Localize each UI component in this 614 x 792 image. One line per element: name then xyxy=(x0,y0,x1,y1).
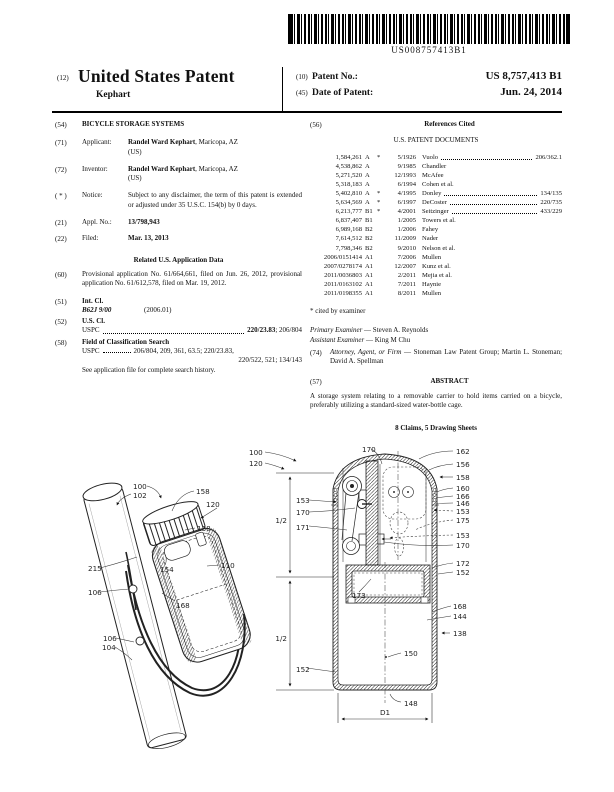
ref-numeral: 162 xyxy=(456,447,470,456)
ref-numeral: 168 xyxy=(176,601,190,610)
title-field: (54) BICYCLE STORAGE SYSTEMS xyxy=(55,120,302,130)
ref-numeral: 156 xyxy=(456,460,470,469)
uspc-word: USPC xyxy=(82,326,100,335)
table-row: 1,584,261 A * 5/1926 Vuolo 206/362.1 xyxy=(335,153,562,161)
search-label: Field of Classification Search xyxy=(82,337,170,346)
ref-numeral: 153 xyxy=(296,496,310,505)
clip-fastener xyxy=(136,637,144,645)
ref-numeral: 168 xyxy=(453,602,467,611)
intcl-field: (51) Int. Cl. B62J 9/00 (2006.01) xyxy=(55,297,302,316)
field-12: (12) xyxy=(57,74,69,82)
search-classes-2: 220/522, 521; 134/143 xyxy=(238,356,302,365)
inventor-field: (72) Inventor: Randel Ward Kephart, Maricopa, AZ (US) xyxy=(55,165,302,184)
ref-numeral: 152 xyxy=(456,568,470,577)
ref-numeral: 106 xyxy=(103,634,117,643)
table-row: 2007/0278174 A1 12/2007 Kunz et al. xyxy=(323,262,451,270)
ref-numeral: 160 xyxy=(456,484,470,493)
table-row: 6,989,168 B2 1/2006 Fahey xyxy=(335,226,439,234)
notice-text: Subject to any disclaimer, the term of this patent is extended or adjusted under 35 U.S.C. 154(b) by 0 days. xyxy=(128,191,302,209)
attorney-line: (74) Attorney, Agent, or Firm — Stoneman Law Patent Group; Martin L. Stoneman; David A. Spellman xyxy=(310,347,563,366)
ref-numeral: 166 xyxy=(456,492,470,501)
ref-numeral: 100 xyxy=(249,448,263,457)
search-classes-1: 206/804, 209, 361, 63.5; 220/23.83, xyxy=(133,347,234,356)
ref-numeral: 215 xyxy=(88,564,102,573)
ref-numeral: 153 xyxy=(456,531,470,540)
appl-no-field: (21) Appl. No.: 13/798,943 xyxy=(55,218,302,228)
table-row: 5,402,810 A * 4/1995 Donley 134/135 xyxy=(335,189,562,197)
ref-numeral: 138 xyxy=(197,524,211,533)
barcode-number: US008757413B1 xyxy=(391,45,467,55)
ref-numeral: 120 xyxy=(249,459,263,468)
filed-value: Mar. 13, 2013 xyxy=(128,234,169,243)
ref-numeral: 120 xyxy=(206,500,220,509)
uscl-field: (52) U.S. Cl. USPC 220/23.83; 206/804 xyxy=(55,317,302,335)
abstract-heading-row: (57) ABSTRACT xyxy=(310,377,562,387)
intcl-version: (2006.01) xyxy=(144,305,172,314)
table-row: 2011/0036803 A1 2/2011 Mejia et al. xyxy=(324,271,452,279)
ref-numeral: 106 xyxy=(88,588,102,597)
field-10: (10) xyxy=(296,73,308,81)
figure-cross-section xyxy=(249,445,470,723)
inventor-surname: Kephart xyxy=(96,90,131,100)
table-row: 6,213,777 B1 * 4/2001 Seitzinger 433/229 xyxy=(335,208,562,216)
primary-examiner-line: Primary Examiner — Steven A. Reynolds xyxy=(310,326,429,335)
ref-numeral: 170 xyxy=(362,445,376,454)
notice-field: ( * ) Notice: Subject to any disclaimer, the term of this patent is extended or adjusted under 35 U.S.C. 154(b) by 0 days. xyxy=(55,191,302,209)
table-row: 4,538,862 A 9/1985 Chandler xyxy=(335,162,447,170)
invention-title: BICYCLE STORAGE SYSTEMS xyxy=(82,120,185,128)
table-row: 2006/0151414 A1 7/2006 Mullen xyxy=(323,253,442,261)
table-row: 7,614,512 B2 11/2009 Nader xyxy=(335,235,439,243)
appl-no-value: 13/798,943 xyxy=(128,218,160,227)
ref-numeral: 170 xyxy=(296,508,310,517)
ref-numeral: 148 xyxy=(404,699,418,708)
ref-numeral: 146 xyxy=(456,499,470,508)
patent-no-label: Patent No.: xyxy=(312,72,358,82)
table-row: 7,798,346 B2 9/2010 Nelson et al. xyxy=(335,244,456,252)
date-label: Date of Patent: xyxy=(312,88,374,98)
table-row: 5,318,183 A 6/1994 Cohen et al. xyxy=(335,180,454,188)
ref-numeral: 158 xyxy=(196,487,210,496)
ref-numeral: 102 xyxy=(133,491,147,500)
table-row: 6,837,407 B1 1/2005 Towers et al. xyxy=(335,217,456,225)
table-row: 5,634,569 A * 6/1997 DeCoster 220/735 xyxy=(335,199,562,207)
table-row: 2011/0198355 A1 8/2011 Mullen xyxy=(324,290,442,297)
ref-numeral: 110 xyxy=(221,561,235,570)
ref-numeral: 138 xyxy=(453,629,467,638)
applicant-field: (71) Applicant: Randel Ward Kephart, Maricopa, AZ (US) xyxy=(55,138,302,157)
ref-numeral: 153 xyxy=(456,507,470,516)
center-divider xyxy=(366,461,378,565)
cited-by-examiner-note: * cited by examiner xyxy=(310,307,366,316)
ref-numeral: 158 xyxy=(456,473,470,482)
assistant-examiner-line: Assistant Examiner — King M Chu xyxy=(310,335,411,344)
applicant-label: Applicant: xyxy=(82,138,112,147)
ref-numeral: 104 xyxy=(102,643,116,652)
notice-label: Notice: xyxy=(82,191,103,200)
applicant-value: Randel Ward Kephart, Maricopa, AZ (US) xyxy=(128,138,238,156)
abstract-text: A storage system relating to a removable carrier to hold items carried on a bicycle, preferably utilizing a standard-sized water-bottle cage. xyxy=(310,391,562,410)
ref-numeral: 154 xyxy=(160,565,174,574)
related-heading: Related U.S. Application Data xyxy=(133,255,224,264)
search-note: See application file for complete search history. xyxy=(82,365,216,374)
refs-heading-row: (56) References Cited xyxy=(310,120,562,130)
ref-numeral: 1/2 xyxy=(275,634,287,643)
appl-no-label: Appl. No.: xyxy=(82,218,112,227)
uscl-label: U.S. Cl. xyxy=(82,317,105,326)
ref-numeral: 152 xyxy=(296,665,310,674)
search-field: (58) Field of Classification Search USPC 206/804, 209, 361, 63.5; 220/23.83, 220/522, 521; 134/143 See application file for complete search history. xyxy=(55,337,302,374)
ref-numeral: 144 xyxy=(453,612,467,621)
ref-numeral: 171 xyxy=(296,523,310,532)
ref-numeral: D1 xyxy=(379,708,391,717)
table-row: 2011/0163102 A1 7/2011 Haynie xyxy=(324,280,442,288)
clip-fastener xyxy=(129,585,137,593)
filed-field: (22) Filed: Mar. 13, 2013 xyxy=(55,234,302,244)
filed-label: Filed: xyxy=(82,234,99,243)
intcl-class: B62J 9/00 xyxy=(82,305,112,314)
intcl-label: Int. Cl. xyxy=(82,296,104,305)
ref-numeral: 100 xyxy=(133,482,147,491)
table-row: 5,271,520 A 12/1993 McAfee xyxy=(335,171,444,179)
ref-numeral: 173 xyxy=(352,591,366,600)
related-field: (60) Provisional application No. 61/664,661, filed on Jun. 26, 2012, provisional application No. 61/612,578, filed on Mar. 19, 2012. xyxy=(55,269,302,288)
ref-numeral: 150 xyxy=(404,649,418,658)
claims-note: 8 Claims, 5 Drawing Sheets xyxy=(395,424,477,433)
references-heading: References Cited xyxy=(424,120,475,128)
inventor-label: Inventor: xyxy=(82,164,108,173)
patent-number: US 8,757,413 B1 xyxy=(485,70,562,82)
abstract-heading: ABSTRACT xyxy=(430,376,469,385)
related-text: Provisional application No. 61/664,661, filed on Jun. 26, 2012, provisional application No. 61/612,578, filed on Mar. 19, 2012. xyxy=(82,269,302,288)
field-45: (45) xyxy=(296,89,308,97)
ref-numeral: 172 xyxy=(456,559,470,568)
figure-perspective-view xyxy=(81,480,254,752)
patent-date: Jun. 24, 2014 xyxy=(500,86,562,98)
page-title: United States Patent xyxy=(78,66,235,86)
inventor-value: Randel Ward Kephart, Maricopa, AZ (US) xyxy=(128,164,238,183)
us-patent-documents-heading: U.S. PATENT DOCUMENTS xyxy=(393,136,479,145)
ref-numeral: 1/2 xyxy=(275,516,287,525)
ref-numeral: 175 xyxy=(456,516,470,525)
ref-numeral: 170 xyxy=(456,541,470,550)
